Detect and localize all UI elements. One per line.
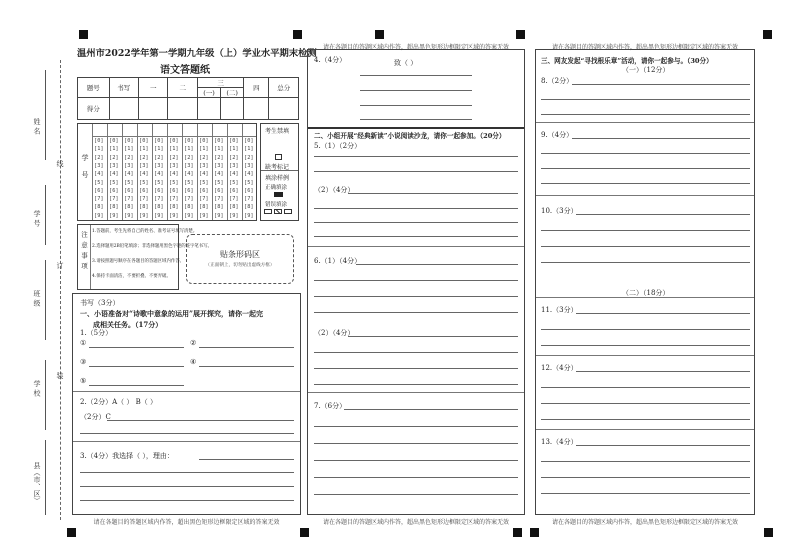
- score-header-cell: 二: [168, 78, 197, 98]
- id-digit-bubble[interactable]: [7]: [169, 196, 179, 203]
- section-two-title: 二、小组开展“经典新读”小说阅读沙龙，请你一起参加。（20分）: [314, 132, 506, 140]
- id-digit-bubble[interactable]: [0]: [154, 138, 164, 144]
- id-digit-bubble[interactable]: [0]: [229, 138, 239, 144]
- id-digit-bubble[interactable]: [3]: [109, 162, 119, 169]
- answer-panel-col1: [72, 293, 301, 515]
- question-1-label: 1.（5分）: [80, 329, 113, 337]
- id-digit-bubble[interactable]: [6]: [139, 187, 149, 194]
- answer-line[interactable]: [80, 486, 294, 487]
- id-digit-bubble[interactable]: [7]: [154, 196, 164, 203]
- id-digit-bubble[interactable]: [7]: [94, 196, 104, 203]
- id-digit-bubble[interactable]: [5]: [169, 179, 179, 186]
- answer-line[interactable]: [314, 384, 518, 385]
- answer-blank-1[interactable]: [89, 347, 184, 348]
- student-id-grid: [77, 123, 257, 221]
- id-digit-bubble[interactable]: [2]: [169, 154, 179, 161]
- answer-line[interactable]: [541, 262, 750, 263]
- id-digit-bubble[interactable]: [5]: [154, 179, 164, 186]
- id-digit-bubble[interactable]: [3]: [124, 162, 134, 169]
- id-digit-bubble[interactable]: [4]: [94, 171, 104, 178]
- id-digit-bubble[interactable]: [2]: [94, 154, 104, 161]
- answer-blank-3[interactable]: [89, 366, 184, 367]
- score-cell[interactable]: [244, 98, 269, 120]
- score-row-label: 得分: [78, 98, 110, 120]
- section-three-sub1: （一）（12分）: [622, 66, 670, 74]
- legend-divider: [261, 170, 298, 171]
- id-digit-bubble[interactable]: [1]: [124, 146, 134, 153]
- answer-line[interactable]: [80, 472, 294, 473]
- score-header-cell: 四: [244, 78, 269, 98]
- wrong-fill-label: 错误填涂: [265, 202, 288, 208]
- id-digit-bubble[interactable]: [1]: [94, 146, 104, 153]
- registration-mark: [763, 30, 772, 39]
- section-divider: [308, 127, 524, 129]
- fill-example-label: 填涂样例: [265, 175, 290, 182]
- answer-line[interactable]: [107, 420, 294, 421]
- id-digit-bubble[interactable]: [1]: [244, 146, 254, 153]
- answer-line[interactable]: [199, 459, 294, 460]
- id-digit-bubble[interactable]: [1]: [139, 146, 149, 153]
- id-digit-bubble[interactable]: [3]: [244, 162, 254, 169]
- notes-divider: [90, 225, 91, 289]
- id-digit-bubble[interactable]: [4]: [169, 171, 179, 178]
- score-subheader-cell: (一): [197, 88, 220, 98]
- answer-line[interactable]: [541, 419, 750, 420]
- legend-title: 考生禁填: [265, 128, 290, 135]
- id-digit-bubble[interactable]: [5]: [214, 179, 224, 186]
- name-label: 姓 名: [33, 118, 41, 135]
- id-digit-bubble[interactable]: [5]: [94, 179, 104, 186]
- id-digit-bubble[interactable]: [3]: [94, 162, 104, 169]
- footer-notice: 请在各题目的答题区域内作答，超出黑色矩形边框限定区域的答案无效: [93, 519, 280, 526]
- class-label: 班 级: [33, 290, 41, 307]
- score-header-cell: 三: [197, 78, 243, 88]
- answer-line[interactable]: [360, 90, 472, 91]
- id-digit-bubble[interactable]: [6]: [244, 187, 254, 194]
- barcode-subtitle: （正面朝上，切勿贴出虚线方框）: [205, 263, 275, 268]
- answer-line[interactable]: [314, 222, 518, 223]
- answer-line[interactable]: [541, 183, 750, 184]
- id-digit-bubble[interactable]: [9]: [244, 212, 254, 219]
- id-digit-bubble[interactable]: [1]: [199, 146, 209, 153]
- id-digit-bubble[interactable]: [7]: [124, 196, 134, 203]
- question-4-label: 4.（4分）: [314, 56, 347, 64]
- id-digit-bubble[interactable]: [6]: [229, 187, 239, 194]
- id-digit-bubble[interactable]: [6]: [184, 187, 194, 194]
- answer-line[interactable]: [541, 168, 750, 169]
- id-digit-bubble[interactable]: [7]: [139, 196, 149, 203]
- candidate-legend: [260, 123, 299, 221]
- id-digit-bubble[interactable]: [0]: [214, 138, 224, 144]
- question-divider: [73, 441, 300, 442]
- grid-divider: [92, 136, 256, 137]
- wrong-fill-samples: [264, 209, 297, 215]
- question-divider: [308, 246, 524, 247]
- score-cell[interactable]: [109, 98, 138, 120]
- id-digit-bubble[interactable]: [5]: [199, 179, 209, 186]
- score-cell[interactable]: [197, 98, 220, 120]
- answer-line[interactable]: [314, 208, 518, 209]
- id-digit-bubble[interactable]: [4]: [184, 171, 194, 178]
- answer-line[interactable]: [314, 426, 518, 427]
- id-digit-bubble[interactable]: [8]: [109, 204, 119, 211]
- id-digit-bubble[interactable]: [0]: [94, 138, 104, 144]
- page-subtitle: 语文答题纸: [160, 65, 210, 76]
- notes-box: [77, 224, 212, 290]
- blank-2-label: ②: [190, 339, 197, 347]
- id-digit-bubble[interactable]: [5]: [139, 179, 149, 186]
- id-digit-bubble[interactable]: [9]: [124, 212, 134, 219]
- correct-fill-label: 正确填涂: [265, 185, 288, 191]
- id-digit-bubble[interactable]: [4]: [214, 171, 224, 178]
- answer-line[interactable]: [314, 494, 518, 495]
- answer-line[interactable]: [314, 296, 518, 297]
- id-digit-bubble[interactable]: [8]: [244, 204, 254, 211]
- id-digit-bubble[interactable]: [9]: [184, 212, 194, 219]
- question-11-label: 11.（3分）: [541, 306, 578, 314]
- question-divider: [536, 355, 754, 356]
- registration-mark: [375, 30, 384, 39]
- answer-line[interactable]: [541, 477, 750, 478]
- grid-divider: [197, 124, 198, 220]
- id-digit-bubble[interactable]: [1]: [169, 146, 179, 153]
- id-digit-bubble[interactable]: [4]: [154, 171, 164, 178]
- cut-mark: 线: [56, 160, 64, 167]
- id-digit-bubble[interactable]: [1]: [184, 146, 194, 153]
- score-cell[interactable]: [221, 98, 244, 120]
- grid-divider: [92, 124, 93, 220]
- grid-divider: [107, 124, 108, 220]
- answer-panel-col3: [535, 49, 755, 515]
- section-three-title: 三、网友发起“寻找根乐章”活动，请你一起参与。（30分）: [541, 57, 713, 65]
- score-subheader-cell: (二): [221, 88, 244, 98]
- answer-line[interactable]: [541, 493, 750, 494]
- answer-line[interactable]: [576, 445, 750, 446]
- answer-line[interactable]: [572, 138, 750, 139]
- id-digit-bubble[interactable]: [7]: [199, 196, 209, 203]
- id-digit-bubble[interactable]: [2]: [229, 154, 239, 161]
- question-10-label: 10.（3分）: [541, 207, 578, 215]
- blank-3-label: ③: [80, 358, 87, 366]
- id-digit-bubble[interactable]: [8]: [124, 204, 134, 211]
- blank-1-label: ①: [80, 339, 87, 347]
- question-divider: [536, 122, 754, 123]
- id-digit-bubble[interactable]: [0]: [139, 138, 149, 144]
- header-notice: 请在各题目的答题区域内作答，超出黑色矩形边框限定区域的答案无效: [322, 44, 509, 51]
- answer-line[interactable]: [541, 153, 750, 154]
- question-2c-label: （2分）C: [80, 413, 111, 421]
- id-digit-bubble[interactable]: [6]: [214, 187, 224, 194]
- question-3-label: 3.（4分）我选择（ ），理由：: [80, 452, 174, 460]
- answer-line[interactable]: [314, 352, 518, 353]
- id-digit-bubble[interactable]: [4]: [199, 171, 209, 178]
- id-digit-bubble[interactable]: [9]: [109, 212, 119, 219]
- question-5b-label: （2）（4分）: [314, 186, 355, 194]
- score-cell[interactable]: [168, 98, 197, 120]
- score-cell[interactable]: [269, 98, 299, 120]
- section-one-title: 一、小语准备对“诗歌中意象的运用”展开探究，请你一起完: [80, 309, 264, 318]
- id-digit-bubble[interactable]: [1]: [214, 146, 224, 153]
- writing-score-label: 书写（3分）: [80, 299, 120, 307]
- question-12-label: 12.（4分）: [541, 364, 578, 372]
- score-table: [77, 77, 299, 120]
- header-notice: 请在各题目的答题区域内作答，超出黑色矩形边框限定区域的答案无效: [551, 44, 738, 51]
- question-divider: [73, 391, 300, 392]
- score-cell[interactable]: [139, 98, 168, 120]
- question-6b-label: （2）（4分）: [314, 329, 355, 337]
- grid-divider: [167, 124, 168, 220]
- question-6-label: 6.（1）（4分）: [314, 257, 362, 265]
- registration-mark: [67, 528, 76, 537]
- id-digit-bubble[interactable]: [9]: [229, 212, 239, 219]
- section-one-title-cont: 成相关任务。（17分）: [93, 320, 163, 329]
- answer-line[interactable]: [360, 75, 472, 76]
- answer-panel-col2: [307, 49, 525, 515]
- cut-mark: 订: [56, 262, 64, 269]
- notes-line: 4.保持卡面清洁，不要折叠、不要弄破。: [92, 274, 171, 279]
- notes-line: 3.请按照题号顺序在各题目的答题区域内作答。: [92, 259, 185, 264]
- id-digit-bubble[interactable]: [7]: [244, 196, 254, 203]
- absent-box[interactable]: [275, 154, 282, 160]
- absent-mark-label: 缺考标记: [265, 164, 290, 171]
- registration-mark: [530, 528, 539, 537]
- answer-line[interactable]: [360, 105, 472, 106]
- id-digit-bubble[interactable]: [5]: [229, 179, 239, 186]
- answer-line[interactable]: [360, 119, 472, 120]
- id-digit-bubble[interactable]: [5]: [244, 179, 254, 186]
- id-digit-bubble[interactable]: [1]: [109, 146, 119, 153]
- grid-divider: [242, 124, 243, 220]
- id-digit-bubble[interactable]: [7]: [109, 196, 119, 203]
- id-digit-bubble[interactable]: [2]: [124, 154, 134, 161]
- answer-line[interactable]: [541, 403, 750, 404]
- grid-divider: [137, 124, 138, 220]
- id-digit-bubble[interactable]: [3]: [169, 162, 179, 169]
- blank-5-label: ⑤: [80, 377, 87, 385]
- id-digit-bubble[interactable]: [8]: [199, 204, 209, 211]
- answer-line[interactable]: [541, 114, 750, 115]
- id-digit-bubble[interactable]: [7]: [214, 196, 224, 203]
- id-digit-bubble[interactable]: [2]: [154, 154, 164, 161]
- id-digit-bubble[interactable]: [8]: [154, 204, 164, 211]
- correct-fill-sample: [274, 192, 283, 197]
- answer-line[interactable]: [576, 313, 750, 314]
- id-digit-bubble[interactable]: [9]: [94, 212, 104, 219]
- answer-line[interactable]: [314, 312, 518, 313]
- id-digit-bubble[interactable]: [5]: [109, 179, 119, 186]
- page-title: 温州市2022学年第一学期九年级（上）学业水平期末检测: [77, 48, 317, 59]
- id-digit-bubble[interactable]: [6]: [154, 187, 164, 194]
- registration-mark: [513, 528, 522, 537]
- grid-divider: [152, 124, 153, 220]
- answer-line[interactable]: [314, 236, 518, 237]
- id-digit-bubble[interactable]: [6]: [124, 187, 134, 194]
- question-7-label: 7.（6分）: [314, 402, 347, 410]
- grid-divider: [182, 124, 183, 220]
- id-digit-bubble[interactable]: [1]: [229, 146, 239, 153]
- question-divider: [536, 297, 754, 298]
- barcode-area[interactable]: [186, 234, 294, 284]
- answer-line[interactable]: [314, 156, 518, 157]
- score-header-cell: 书写: [109, 78, 138, 98]
- answer-line[interactable]: [576, 371, 750, 372]
- notes-line: 1.答题前，考生先将自己的姓名、准考证号填写清楚。: [92, 229, 198, 234]
- score-header-cell: 总分: [269, 78, 299, 98]
- question-divider: [536, 195, 754, 196]
- id-digit-bubble[interactable]: [6]: [199, 187, 209, 194]
- registration-mark: [764, 528, 773, 537]
- question-divider: [536, 429, 754, 430]
- id-digit-bubble[interactable]: [3]: [139, 162, 149, 169]
- id-digit-bubble[interactable]: [3]: [214, 162, 224, 169]
- id-digit-bubble[interactable]: [6]: [109, 187, 119, 194]
- answer-line[interactable]: [314, 368, 518, 369]
- answer-line[interactable]: [541, 461, 750, 462]
- subsection-two-title: （二）（18分）: [622, 289, 670, 297]
- answer-line[interactable]: [348, 193, 518, 194]
- id-digit-bubble[interactable]: [9]: [199, 212, 209, 219]
- question-9-label: 9.（4分）: [541, 131, 574, 139]
- id-digit-bubble[interactable]: [9]: [169, 212, 179, 219]
- id-digit-bubble[interactable]: [6]: [94, 187, 104, 194]
- grid-divider: [227, 124, 228, 220]
- answer-line[interactable]: [541, 345, 750, 346]
- id-digit-bubble[interactable]: [9]: [214, 212, 224, 219]
- answer-line[interactable]: [314, 460, 518, 461]
- score-header-cell: 题号: [78, 78, 110, 98]
- barcode-title: 贴条形码区: [220, 250, 260, 259]
- question-5-label: 5.（1）（2分）: [314, 142, 362, 150]
- question-4-blank: 致（ ）: [394, 59, 418, 67]
- id-digit-bubble[interactable]: [6]: [169, 187, 179, 194]
- answer-line[interactable]: [348, 336, 518, 337]
- id-digit-bubble[interactable]: [3]: [229, 162, 239, 169]
- id-digit-bubble[interactable]: [2]: [184, 154, 194, 161]
- grid-divider: [212, 124, 213, 220]
- id-digit-bubble[interactable]: [5]: [124, 179, 134, 186]
- id-digit-bubble[interactable]: [8]: [229, 204, 239, 211]
- answer-blank-2[interactable]: [199, 347, 294, 348]
- school-label: 学 校: [33, 380, 41, 397]
- footer-notice: 请在各题目的答题区域内作答，超出黑色矩形边框限定区域的答案无效: [322, 519, 509, 526]
- answer-line[interactable]: [541, 99, 750, 100]
- answer-line[interactable]: [541, 230, 750, 231]
- registration-mark: [300, 528, 309, 537]
- notes-line: 2.选择题用2B铅笔填涂；非选择题用黑色字迹的签字笔书写。: [92, 244, 212, 249]
- answer-line[interactable]: [541, 387, 750, 388]
- id-digit-bubble[interactable]: [7]: [184, 196, 194, 203]
- id-digit-bubble[interactable]: [0]: [109, 138, 119, 144]
- question-13-label: 13.（4分）: [541, 438, 578, 446]
- id-digit-bubble[interactable]: [0]: [169, 138, 179, 144]
- id-digit-bubble[interactable]: [8]: [184, 204, 194, 211]
- notes-label: 注意事项: [80, 231, 88, 273]
- answer-blank-5[interactable]: [89, 385, 184, 386]
- registration-mark: [79, 30, 88, 39]
- answer-line[interactable]: [80, 500, 294, 501]
- grid-divider: [122, 124, 123, 220]
- id-digit-bubble[interactable]: [8]: [94, 204, 104, 211]
- student-id-label: 学号: [81, 154, 89, 188]
- id-digit-bubble[interactable]: [2]: [244, 154, 254, 161]
- answer-line[interactable]: [314, 443, 518, 444]
- id-digit-bubble[interactable]: [2]: [139, 154, 149, 161]
- answer-line[interactable]: [80, 433, 294, 434]
- id-digit-bubble[interactable]: [1]: [154, 146, 164, 153]
- id-digit-bubble[interactable]: [0]: [184, 138, 194, 144]
- id-digit-bubble[interactable]: [5]: [184, 179, 194, 186]
- id-digit-bubble[interactable]: [0]: [244, 138, 254, 144]
- id-digit-bubble[interactable]: [8]: [214, 204, 224, 211]
- id-digit-bubble[interactable]: [9]: [139, 212, 149, 219]
- question-2-label: 2.（2分）A（ ） B（ ）: [80, 398, 158, 406]
- footer-notice: 请在各题目的答题区域内作答，超出黑色矩形边框限定区域的答案无效: [551, 519, 738, 526]
- answer-line[interactable]: [314, 477, 518, 478]
- answer-line[interactable]: [572, 84, 750, 85]
- id-digit-bubble[interactable]: [3]: [154, 162, 164, 169]
- question-divider: [308, 392, 524, 393]
- answer-line[interactable]: [576, 214, 750, 215]
- id-digit-bubble[interactable]: [2]: [109, 154, 119, 161]
- id-digit-bubble[interactable]: [2]: [214, 154, 224, 161]
- id-digit-bubble[interactable]: [4]: [109, 171, 119, 178]
- id-digit-bubble[interactable]: [4]: [139, 171, 149, 178]
- answer-blank-4[interactable]: [199, 366, 294, 367]
- id-digit-bubble[interactable]: [4]: [124, 171, 134, 178]
- registration-mark: [293, 30, 302, 39]
- blank-4-label: ④: [190, 358, 197, 366]
- score-header-cell: 一: [139, 78, 168, 98]
- answer-line[interactable]: [314, 171, 518, 172]
- id-digit-bubble[interactable]: [4]: [244, 171, 254, 178]
- answer-line[interactable]: [344, 409, 518, 410]
- question-8-label: 8.（2分）: [541, 77, 574, 85]
- id-digit-bubble[interactable]: [4]: [229, 171, 239, 178]
- cut-mark: 装: [56, 372, 64, 379]
- id-digit-bubble[interactable]: [8]: [139, 204, 149, 211]
- id-digit-bubble[interactable]: [8]: [169, 204, 179, 211]
- answer-line[interactable]: [541, 246, 750, 247]
- answer-line[interactable]: [356, 264, 518, 265]
- id-digit-bubble[interactable]: [3]: [184, 162, 194, 169]
- county-label: 县（市、区）: [33, 462, 41, 504]
- id-digit-bubble[interactable]: [3]: [199, 162, 209, 169]
- exam-number-label: 学 号: [33, 210, 41, 227]
- id-digit-bubble[interactable]: [2]: [199, 154, 209, 161]
- answer-line[interactable]: [314, 280, 518, 281]
- registration-mark: [516, 30, 525, 39]
- answer-line[interactable]: [541, 329, 750, 330]
- id-digit-bubble[interactable]: [0]: [124, 138, 134, 144]
- id-digit-bubble[interactable]: [7]: [229, 196, 239, 203]
- id-digit-bubble[interactable]: [0]: [199, 138, 209, 144]
- id-digit-bubble[interactable]: [9]: [154, 212, 164, 219]
